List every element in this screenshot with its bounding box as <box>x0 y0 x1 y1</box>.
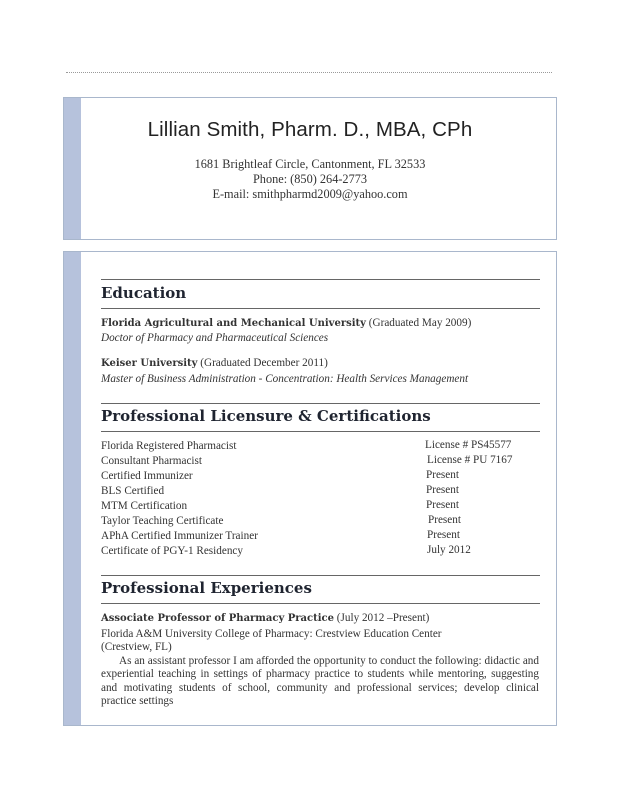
license-status-3: Present <box>426 469 459 481</box>
education-school-1: Florida Agricultural and Mechanical University <box>101 318 366 329</box>
license-item-8: Certificate of PGY-1 Residency <box>101 545 243 557</box>
education-degree-1: Doctor of Pharmacy and Pharmaceutical Sciences <box>101 332 329 344</box>
employer-line-2: (Crestview, FL) <box>101 641 172 653</box>
licensure-top-rule <box>101 403 540 404</box>
license-status-1: License # PS45577 <box>425 439 512 451</box>
education-heading: Education <box>101 284 187 302</box>
address: 1681 Brightleaf Circle, Cantonment, FL 32533 <box>194 157 426 171</box>
experience-heading: Professional Experiences <box>101 579 312 597</box>
job-title: Associate Professor of Pharmacy Practice <box>101 613 334 624</box>
license-item-1: Florida Registered Pharmacist <box>101 440 237 452</box>
licensure-bottom-rule <box>101 431 540 432</box>
email: E-mail: smithpharmd2009@yahoo.com <box>212 187 408 201</box>
license-status-5: Present <box>426 499 459 511</box>
licensure-heading: Professional Licensure & Certifications <box>101 407 431 425</box>
education-date-1: (Graduated May 2009) <box>368 317 472 329</box>
license-item-4: BLS Certified <box>101 485 165 497</box>
license-item-2: Consultant Pharmacist <box>101 455 202 467</box>
license-item-7: APhA Certified Immunizer Trainer <box>101 530 258 542</box>
education-bottom-rule <box>101 308 540 309</box>
license-item-6: Taylor Teaching Certificate <box>101 515 224 527</box>
resume-body-panel <box>63 251 557 726</box>
license-item-3: Certified Immunizer <box>101 470 193 482</box>
education-top-rule <box>101 279 540 280</box>
job-description: As an assistant professor I am afforded the opportunity to conduct the following: didactic and experiential teaching in settings of pharmacy practice to students while mentoring, suggesting and motivating students of school, community and professional services; develop clinical practice settings <box>101 655 539 708</box>
education-school-2: Keiser University <box>101 358 198 369</box>
education-date-2: (Graduated December 2011) <box>200 357 328 369</box>
license-status-2: License # PU 7167 <box>427 454 513 466</box>
job-heading <box>101 611 429 626</box>
license-status-7: Present <box>427 529 460 541</box>
license-item-5: MTM Certification <box>101 500 188 512</box>
candidate-name: Lillian Smith, Pharm. D., MBA, CPh <box>147 118 473 141</box>
top-dotted-divider <box>66 72 552 73</box>
job-date: (July 2012 –Present) <box>336 612 430 624</box>
education-degree-2: Master of Business Administration - Concentration: Health Services Management <box>101 373 469 385</box>
license-status-8: July 2012 <box>427 544 471 556</box>
experience-bottom-rule <box>101 603 540 604</box>
license-status-6: Present <box>428 514 461 526</box>
phone: Phone: (850) 264-2773 <box>252 172 368 186</box>
education-entry-2 <box>101 356 328 371</box>
body-accent-bar <box>64 252 81 725</box>
education-entry-1 <box>101 316 471 331</box>
header-panel <box>63 97 557 240</box>
experience-top-rule <box>101 575 540 576</box>
employer-line-1: Florida A&M University College of Pharmacy: Crestview Education Center <box>101 628 442 640</box>
license-status-4: Present <box>426 484 459 496</box>
